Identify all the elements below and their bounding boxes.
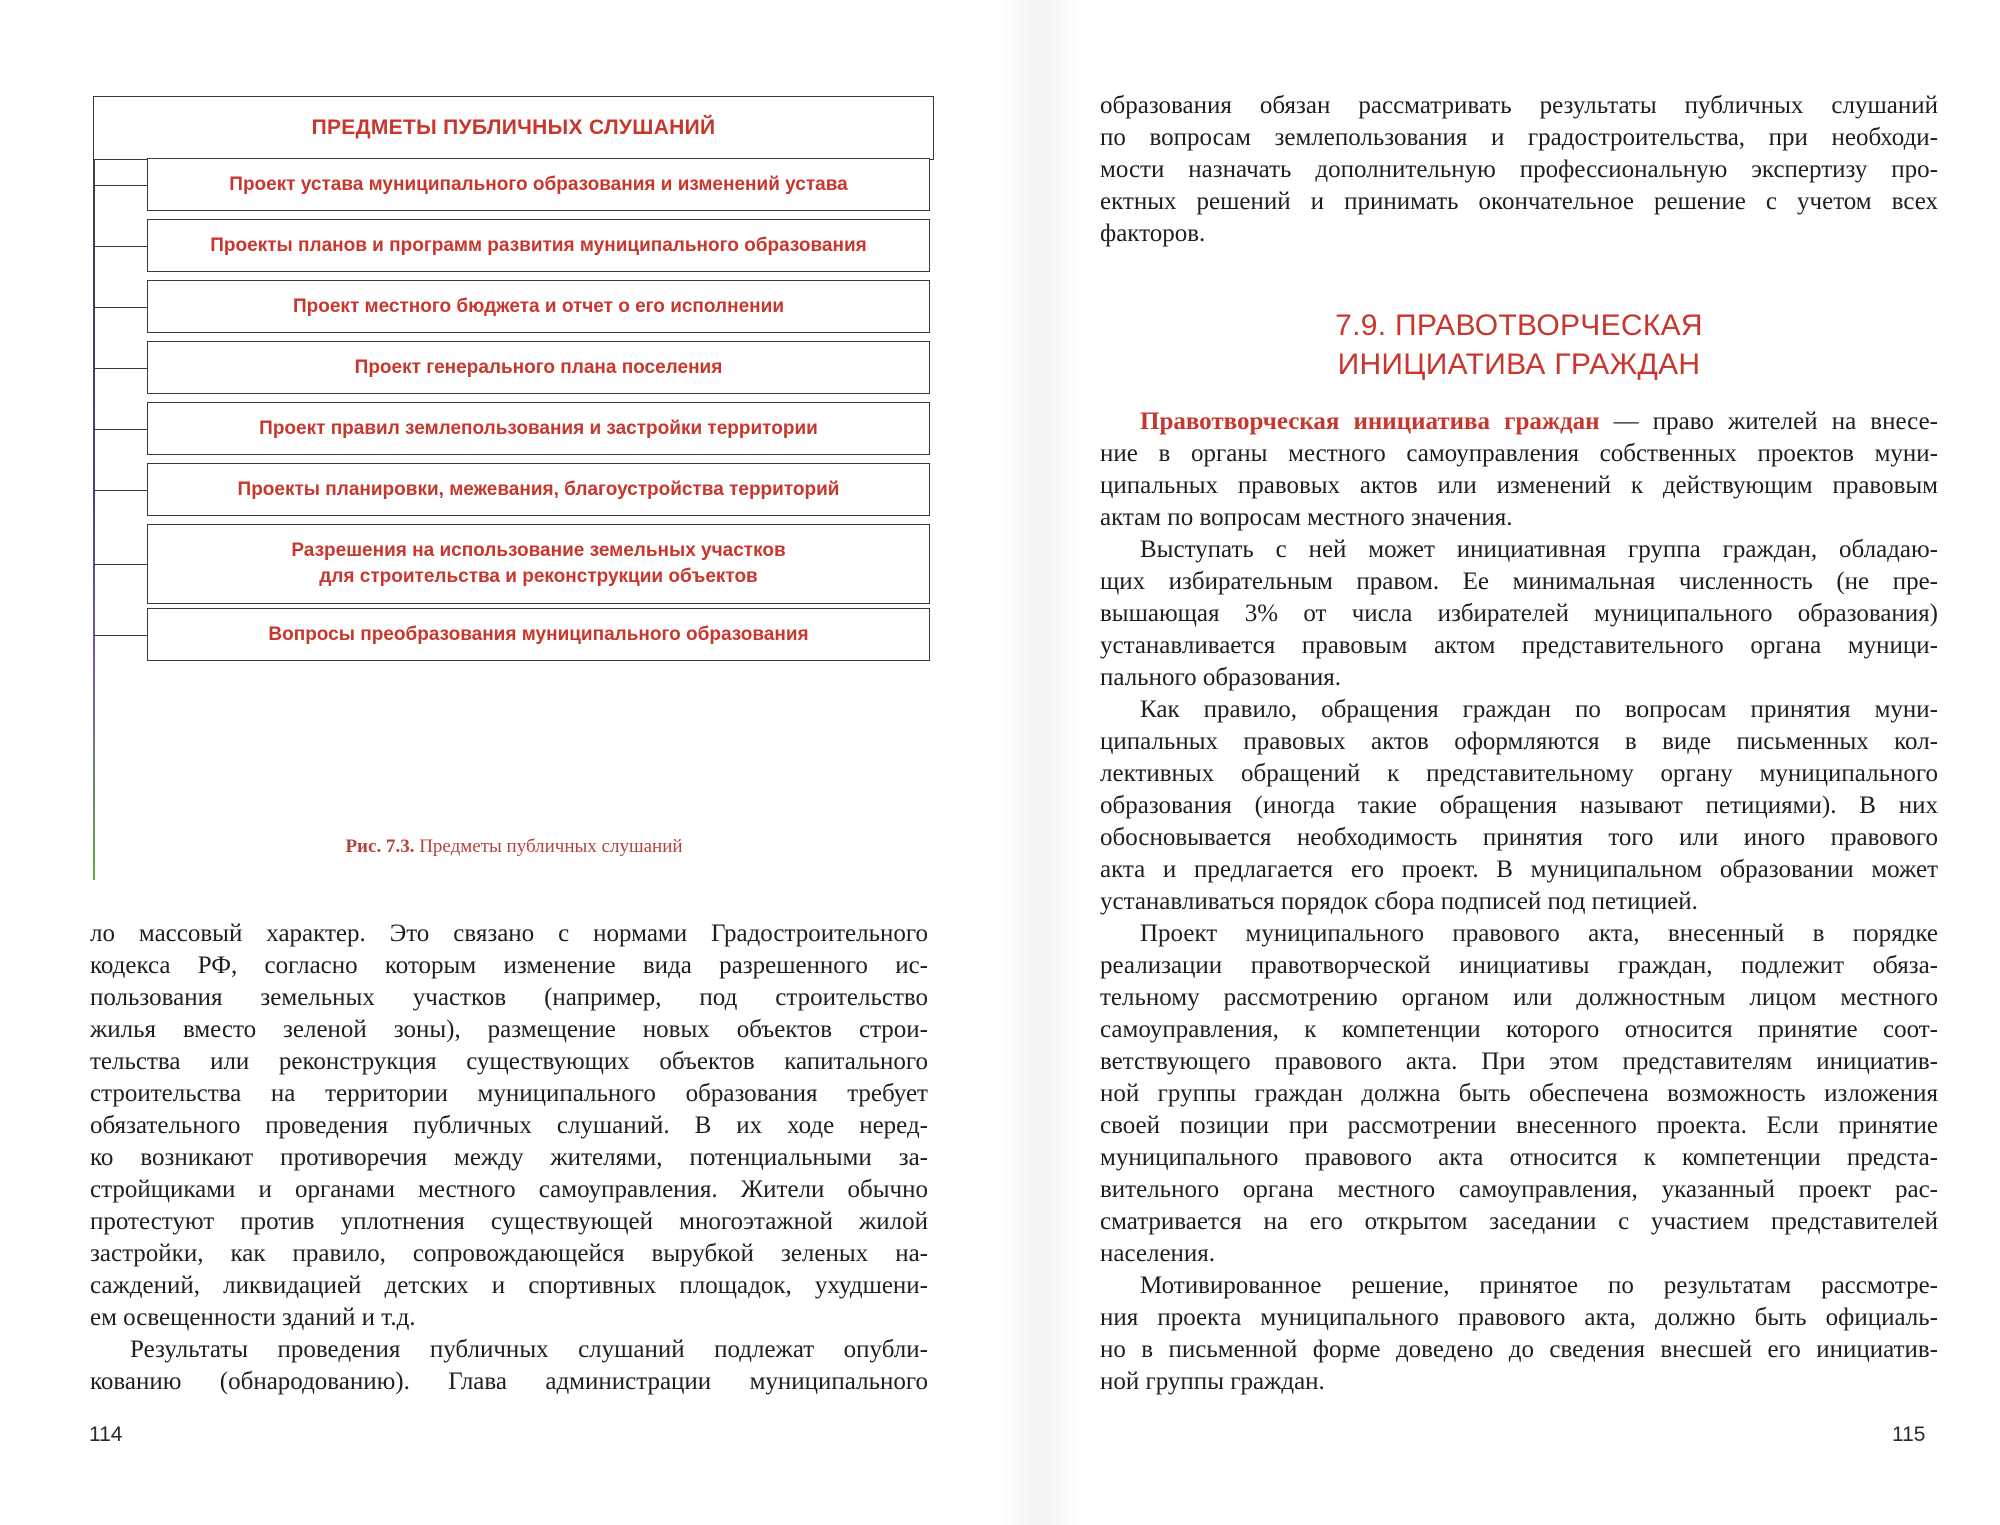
text-line: жилья вместо зеленой зоны), размещение новых объектов строи- [90,1016,928,1043]
text-line: по вопросам землепользования и градостроительства, при необходи- [1100,124,1938,151]
text-line: Результаты проведения публичных слушаний подлежат опубли- [130,1336,928,1363]
right-page-top-paragraph [1100,90,1938,250]
diagram-connector [94,246,148,247]
defined-term: Правотворческая инициатива граждан [1140,408,1600,435]
text-line: ектных решений и принимать окончательное решение с учетом всех [1100,188,1938,215]
text-line: факторов. [1100,220,1206,247]
diagram-item-text [229,172,847,198]
text-line: устанавливаться порядок сбора подписей под петицией. [1100,888,1698,915]
right-page-body [1100,406,1938,1398]
diagram-connector-spine [93,160,95,880]
paragraph-4 [1100,918,1938,1270]
diagram-item [147,158,930,211]
text-line: пользования земельных участков (например, под строительство [90,984,928,1011]
diagram-connector [94,185,148,186]
text-line: актам по вопросам местного значения. [1100,504,1513,531]
diagram-item-line: Проект генерального плана поселения [354,356,723,378]
section-heading [1100,306,1938,384]
diagram-connector [94,429,148,430]
diagram-header: ПРЕДМЕТЫ ПУБЛИЧНЫХ СЛУШАНИЙ [93,96,934,160]
diagram-connector [94,564,148,565]
text-line: ло массовый характер. Это связано с нормами Градостроительного [90,920,928,947]
figure-caption-label: Рис. 7.3. [345,836,415,857]
text-line: устанавливается правовым актом представительного органа муници- [1100,632,1938,659]
diagram-item-line: Проект местного бюджета и отчет о его исполнении [293,295,784,317]
paragraph-2 [1100,534,1938,694]
diagram-item [147,463,930,516]
text-line: тельному рассмотрению органом или должностным лицом местного [1100,984,1938,1011]
diagram-item-text [268,622,808,648]
text-line: обосновывается необходимость принятия того или иного правового [1100,824,1938,851]
diagram-item-line: Разрешения на использование земельных участков [291,540,786,561]
text-line: реализации правотворческой инициативы граждан, подлежит обяза- [1100,952,1938,979]
page-number-left: 114 [89,1423,123,1446]
public-hearings-diagram [93,96,935,816]
text-line: ной группы граждан. [1100,1368,1325,1395]
diagram-item-line: Проект устава муниципального образования и изменений устава [229,173,848,195]
text-line: вышающая 3% от числа избирателей муниципального образования) [1100,600,1938,627]
text-line: ветствующего правового акта. При этом представителям инициатив- [1100,1048,1938,1075]
text-line: лективных обращений к представительному органу муниципального [1100,760,1938,787]
diagram-connector [94,635,148,636]
page-number-right: 115 [1892,1423,1926,1446]
section-heading-line-1: 7.9. ПРАВОТВОРЧЕСКАЯ [1335,309,1703,342]
diagram-item-line: Проекты планировки, межевания, благоустройства территорий [237,478,840,500]
diagram-connector [94,368,148,369]
text-line: строительства на территории муниципального образования требует [90,1080,928,1107]
text-line: ем освещенности зданий и т.д. [90,1304,416,1331]
diagram-item [147,219,930,272]
text-line: акта и предлагается его проект. В муниципальном образовании может [1100,856,1938,883]
text-line: ципальных правовых актов или изменений к действующим правовым [1100,472,1938,499]
text-line: протестуют против уплотнения существующей многоэтажной жилой [90,1208,928,1235]
text-line: самоуправления, к компетенции которого относится принятие соот- [1100,1016,1938,1043]
text-line: сматривается на его открытом заседании с участием представителей [1100,1208,1938,1235]
section-heading-line-2: ИНИЦИАТИВА ГРАЖДАН [1337,348,1701,381]
diagram-item-text [238,477,840,503]
text-line: муниципального правового акта относится к компетенции предста- [1100,1144,1938,1171]
diagram-item-line: Проект правил землепользования и застройки территории [259,417,818,439]
text-line: кодекса РФ, согласно которым изменение вида разрешенного ис- [90,952,928,979]
text-line: образования обязан рассматривать результаты публичных слушаний [1100,92,1938,119]
diagram-item-text [259,416,818,442]
text-line: ние в органы местного самоуправления собственных проектов муни- [1100,440,1938,467]
paragraph-1-first-line [1100,406,1938,438]
figure-caption-text: Предметы публичных слушаний [414,836,683,857]
text-line: населения. [1100,1240,1216,1267]
text-line: образования (иногда такие обращения называют петициями). В них [1100,792,1938,819]
diagram-connector [94,490,148,491]
diagram-item-text [293,294,784,320]
book-spine-shadow [1000,0,1080,1525]
text-line: щих избирательным правом. Ее минимальная численность (не пре- [1100,568,1938,595]
text-line: стройщиками и органами местного самоуправления. Жители обычно [90,1176,928,1203]
diagram-item-line: для строительства и реконструкции объектов [319,566,758,587]
figure-caption [93,836,935,858]
text-line: Мотивированное решение, принятое по результатам рассмотре- [1140,1272,1938,1299]
text-line: Выступать с ней может инициативная группа граждан, обладаю- [1140,536,1938,563]
text-line: ципальных правовых актов оформляются в виде письменных кол- [1100,728,1938,755]
diagram-item-text [355,355,723,381]
text-line: своей позиции при рассмотрении внесенного проекта. Если принятие [1100,1112,1938,1139]
diagram-item-text [291,538,785,590]
paragraph-5 [1100,1270,1938,1398]
text-line: ной группы граждан должна быть обеспечена возможность изложения [1100,1080,1938,1107]
paragraph-1 [1100,438,1938,534]
diagram-connector [94,307,148,308]
diagram-item [147,608,930,661]
paragraph-3 [1100,694,1938,918]
diagram-item [147,341,930,394]
diagram-item [147,280,930,333]
text-line: застройки, как правило, сопровождающейся вырубкой зеленых на- [90,1240,928,1267]
diagram-item [147,402,930,455]
diagram-item [147,524,930,604]
text-line: Проект муниципального правового акта, внесенный в порядке [1140,920,1938,947]
left-page-body [90,918,928,1398]
text-line: но в письменной форме доведено до сведения внесшей его инициатив- [1100,1336,1938,1363]
text-line: кованию (обнародованию). Глава администрации муниципального [90,1368,928,1395]
text-line: саждений, ликвидацией детских и спортивных площадок, ухудшени- [90,1272,928,1299]
diagram-item-line: Проекты планов и программ развития муниципального образования [210,234,867,256]
diagram-item-text [210,233,866,259]
text-line: вительного органа местного самоуправления, указанный проект рас- [1100,1176,1938,1203]
text-line: обязательного проведения публичных слушаний. В их ходе неред- [90,1112,928,1139]
text-line: пального образования. [1100,664,1341,691]
text-line: мости назначать дополнительную профессиональную экспертизу про- [1100,156,1938,183]
text-line: Как правило, обращения граждан по вопросам принятия муни- [1140,696,1938,723]
text-line: ния проекта муниципального правового акта, должно быть официаль- [1100,1304,1938,1331]
text-line: тельства или реконструкция существующих объектов капитального [90,1048,928,1075]
text-line: ко возникают противоречия между жителями, потенциальными за- [90,1144,928,1171]
paragraph-1-first-rest: — право жителей на внесе- [1599,408,1938,435]
diagram-item-line: Вопросы преобразования муниципального образования [268,623,809,645]
